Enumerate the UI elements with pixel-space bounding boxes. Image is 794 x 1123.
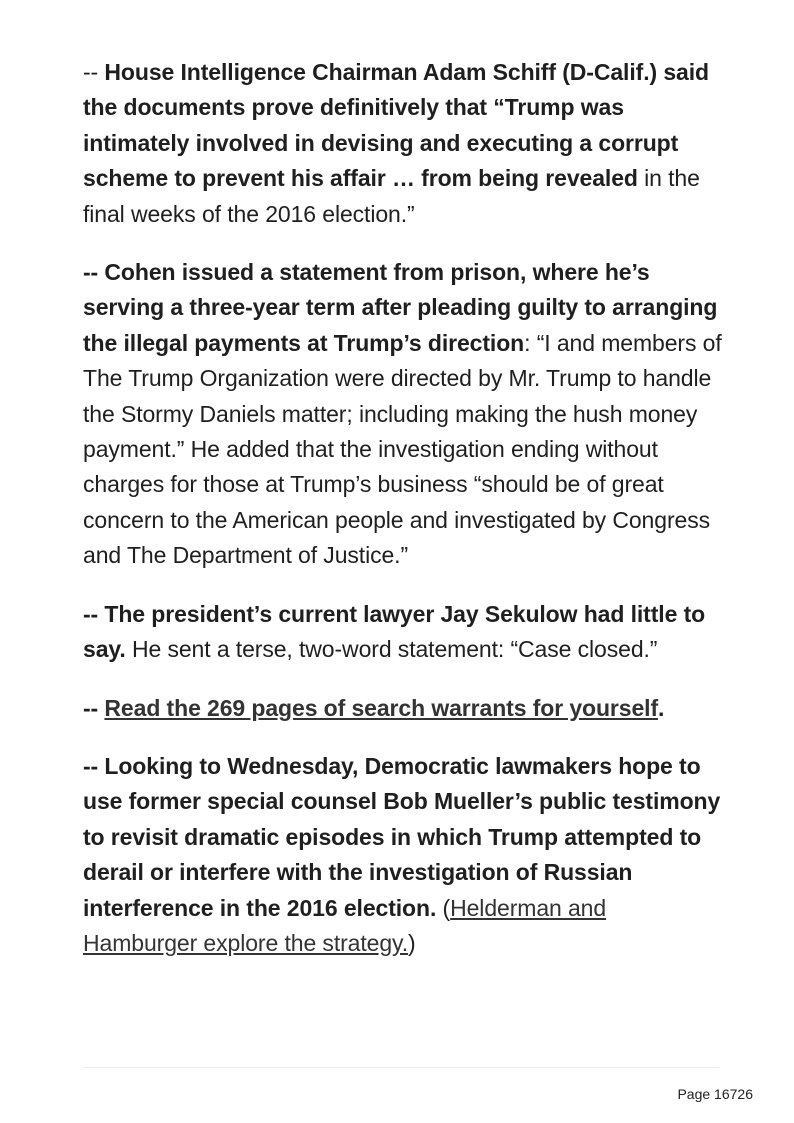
- schiff-rest-text: in the final weeks of the 2016 election.”: [83, 165, 700, 227]
- paragraph-sekulow: [83, 597, 723, 668]
- sekulow-bold-text: -- The president’s current lawyer Jay Sekulow had little to say.: [83, 600, 706, 663]
- sekulow-rest-text: He sent a terse, two-word statement: “Case closed.”: [125, 636, 658, 663]
- cohen-bold-text: -- Cohen issued a statement from prison, where he’s serving a three-year term after pleading guilty to arranging the illegal payments at Trump’s direction: [83, 259, 718, 356]
- search-warrants-link[interactable]: Read the 269 pages of search warrants for yourself: [104, 694, 659, 721]
- paragraph-mueller: [83, 749, 723, 961]
- schiff-bold-text: House Intelligence Chairman Adam Schiff (D-Calif.) said the documents prove definitively that “Trump was intimately involved in devising and executing a corrupt scheme to prevent his affair … from being revealed: [83, 59, 709, 192]
- warrants-period: .: [658, 694, 665, 721]
- page-number: Page 16726: [677, 1086, 753, 1102]
- cohen-rest-text: : “I and members of The Trump Organization were directed by Mr. Trump to handle the Stormy Daniels matter; including making the hush money payment.” He added that the investigation ending without charges for those at Trump’s business “should be of great concern to the American people and investigated by Congress and The Department of Justice.”: [83, 329, 722, 569]
- footer-divider: [83, 1067, 719, 1068]
- paragraph-warrants: [83, 691, 723, 726]
- paragraph-schiff: [83, 55, 723, 232]
- paragraph-cohen: [83, 255, 723, 574]
- article-body: [83, 55, 723, 984]
- helderman-hamburger-link[interactable]: Helderman and Hamburger explore the strategy.: [83, 894, 607, 956]
- open-paren: (: [436, 894, 451, 921]
- mueller-bold-text: -- Looking to Wednesday, Democratic lawmakers hope to use former special counsel Bob Mueller’s public testimony to revisit dramatic episodes in which Trump attempted to derail or interfere with the investigation of Russian interference in the 2016 election.: [83, 752, 721, 921]
- bullet-dashes: --: [83, 694, 105, 721]
- bullet-dashes: --: [83, 59, 105, 85]
- close-paren: ): [408, 929, 416, 956]
